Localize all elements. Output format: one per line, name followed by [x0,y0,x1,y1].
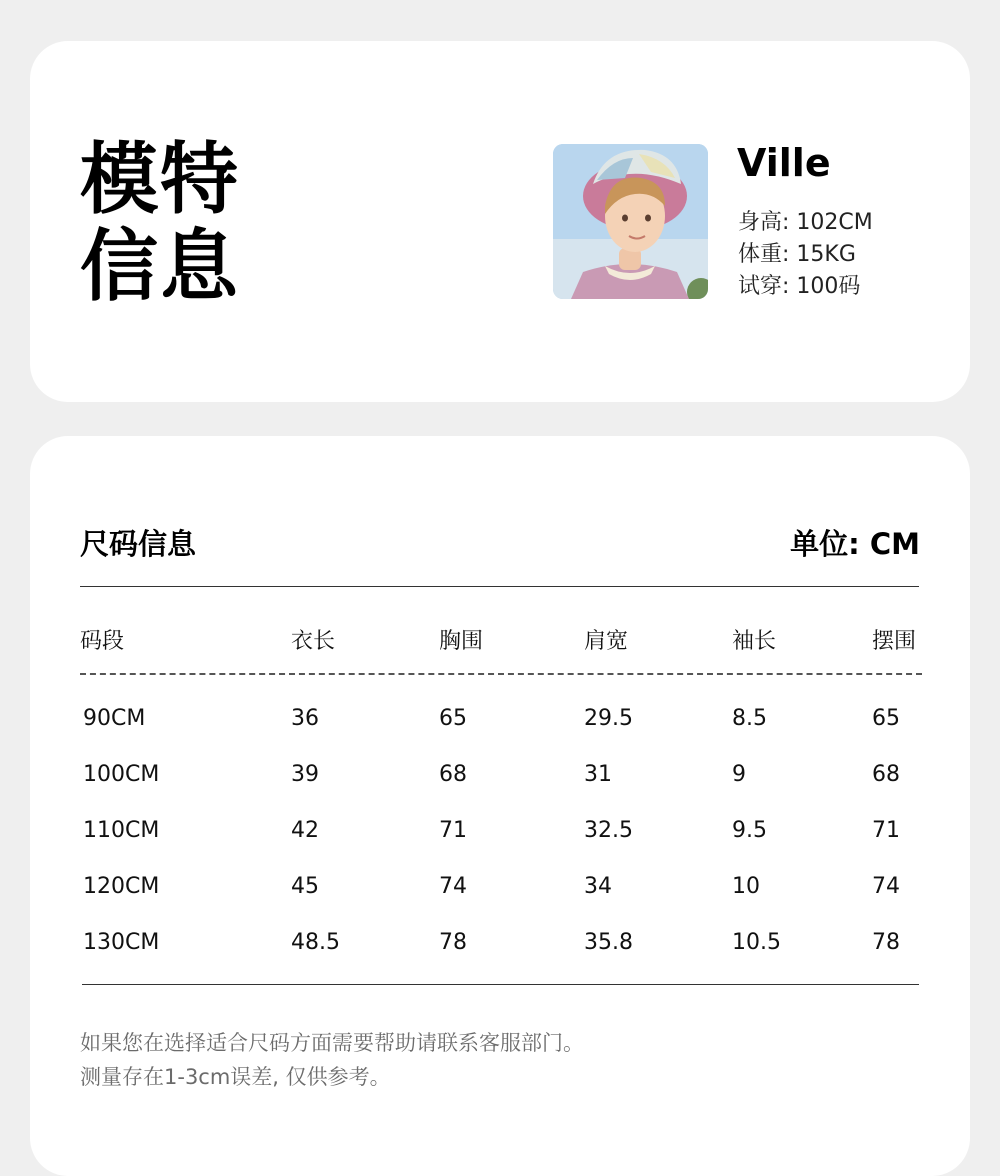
table-cell: 90CM [83,706,146,731]
table-cell: 74 [439,874,467,899]
table-cell: 78 [872,930,900,955]
table-top-divider [80,586,919,587]
model-name: Ville [737,141,831,185]
size-help-note [80,1026,584,1094]
spec-tried-size-value: 100码 [796,274,861,299]
model-title-line-1: 模特 [80,135,241,225]
table-cell: 48.5 [291,930,340,955]
model-photo [553,144,708,299]
unit-label: 单位: CM [790,527,920,561]
table-cell: 68 [872,762,900,787]
table-cell: 42 [291,818,319,843]
table-cell: 10 [732,874,760,899]
table-cell: 65 [439,706,467,731]
table-cell: 36 [291,706,319,731]
table-cell: 39 [291,762,319,787]
size-info-card [30,436,970,1176]
column-header-hem: 摆围 [872,629,917,654]
table-cell: 9 [732,762,746,787]
note-line-2: 测量存在1-3cm误差, 仅供参考。 [80,1065,391,1089]
column-header-sleeve: 袖长 [732,629,777,654]
note-line-1: 如果您在选择适合尺码方面需要帮助请联系客服部门。 [80,1031,584,1055]
model-specs [738,207,873,303]
spec-height-label: 身高 [738,210,783,235]
table-cell: 10.5 [732,930,781,955]
model-title-line-2: 信息 [80,222,241,312]
table-cell: 9.5 [732,818,767,843]
column-header-size-range: 码段 [80,629,125,654]
spec-weight: 体重: 15KG [738,242,856,267]
table-cell: 65 [872,706,900,731]
table-cell: 110CM [83,818,160,843]
column-header-length: 衣长 [291,629,336,654]
table-cell: 74 [872,874,900,899]
table-cell: 100CM [83,762,160,787]
spec-weight-value: 15KG [796,242,856,267]
size-info-title: 尺码信息 [80,527,197,561]
table-cell: 34 [584,874,612,899]
table-cell: 31 [584,762,612,787]
spec-tried-size: 试穿: 100码 [738,274,861,299]
header-dashed-divider [80,673,922,675]
spec-tried-size-label: 试穿 [738,274,783,299]
table-cell: 78 [439,930,467,955]
table-cell: 35.8 [584,930,633,955]
column-header-shoulder: 肩宽 [584,629,629,654]
table-cell: 71 [439,818,467,843]
spec-weight-label: 体重 [738,242,783,267]
table-cell: 8.5 [732,706,767,731]
table-cell: 68 [439,762,467,787]
table-cell: 29.5 [584,706,633,731]
spec-height: 身高: 102CM [738,210,873,235]
child-portrait-image [553,144,708,299]
table-cell: 32.5 [584,818,633,843]
model-info-title [80,137,240,311]
model-info-card [30,41,970,402]
table-cell: 130CM [83,930,160,955]
table-cell: 71 [872,818,900,843]
table-cell: 120CM [83,874,160,899]
table-bottom-divider [82,984,919,985]
table-cell: 45 [291,874,319,899]
spec-height-value: 102CM [796,210,873,235]
column-header-chest: 胸围 [439,629,484,654]
